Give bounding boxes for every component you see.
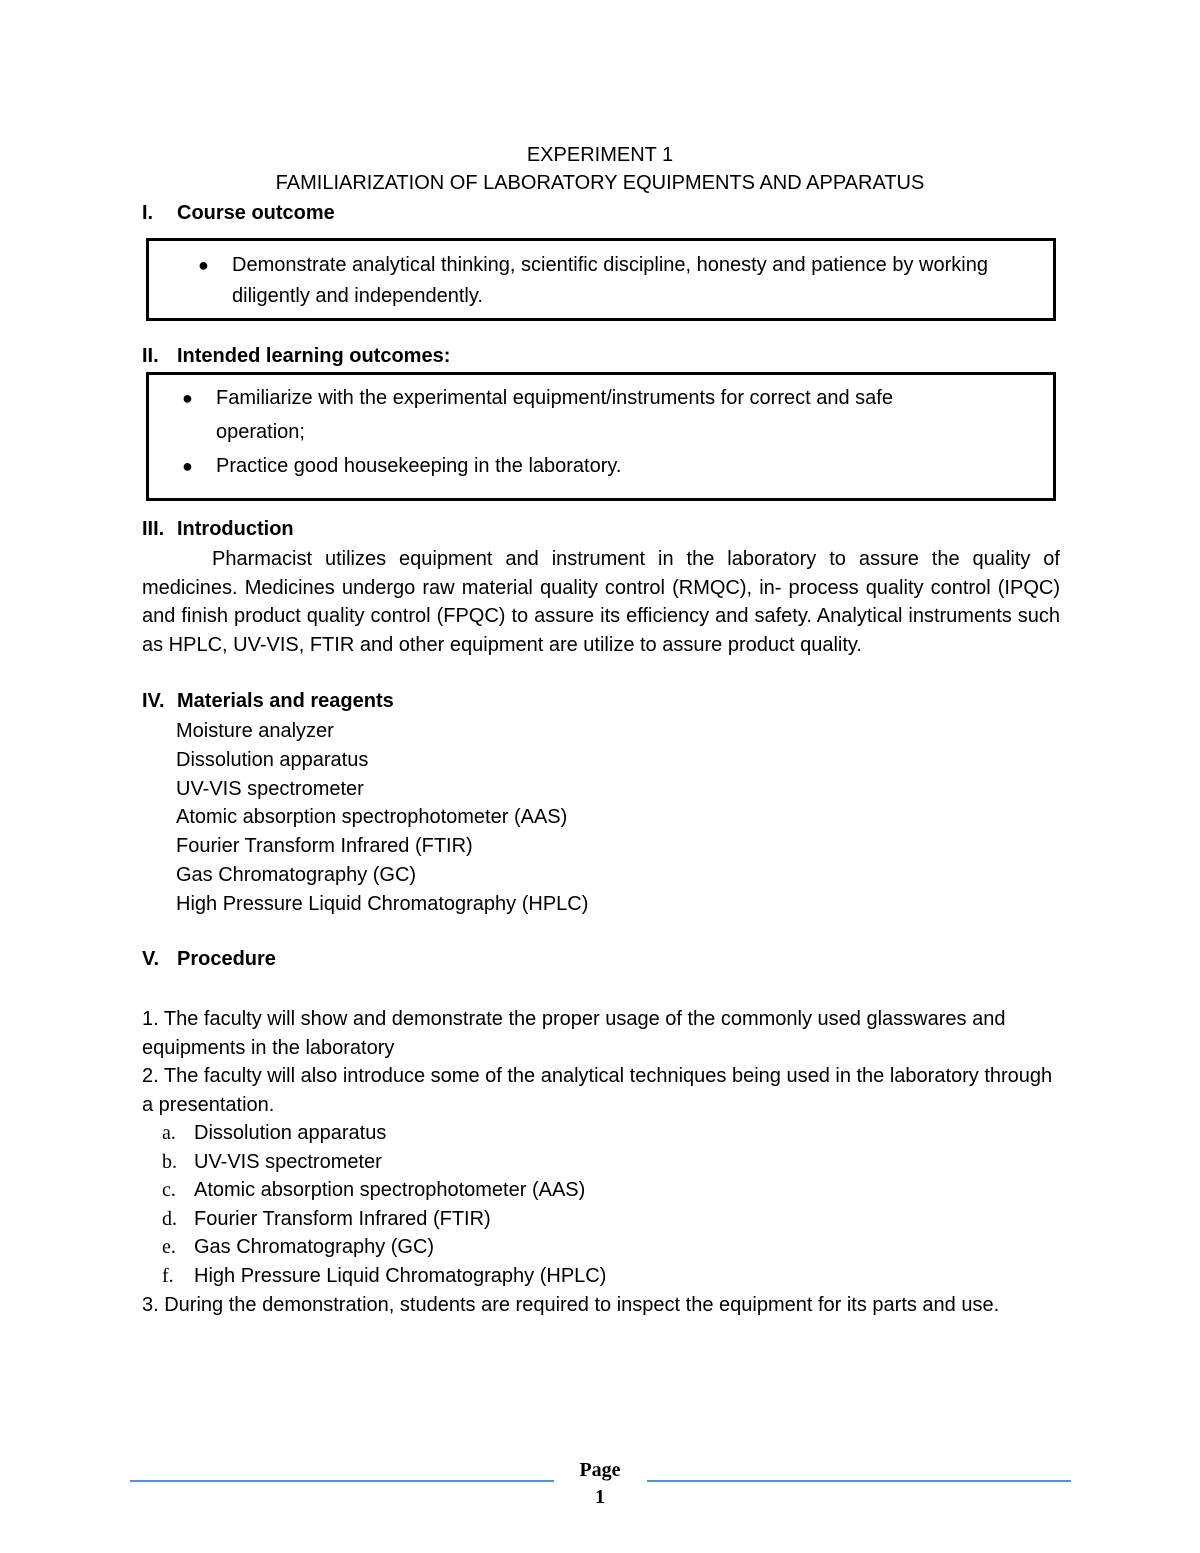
section-number: I. <box>142 202 154 224</box>
sub-list-item <box>162 1148 606 1177</box>
section-title: Introduction <box>177 518 294 540</box>
materials-list <box>176 717 588 919</box>
document-subtitle: FAMILIARIZATION OF LABORATORY EQUIPMENTS AND APPARATUS <box>275 172 925 194</box>
sub-list-letter: c. <box>162 1179 176 1202</box>
bullet-text-line: Practice good housekeeping in the laboratory. <box>216 455 622 477</box>
section-heading-ilo <box>142 345 450 368</box>
bullet-text-line: Demonstrate analytical thinking, scientific discipline, honesty and patience by working <box>232 254 988 276</box>
section-number: IV. <box>142 690 165 712</box>
section-number: V. <box>142 948 160 970</box>
document-title: EXPERIMENT 1 <box>526 144 674 166</box>
footer-page-number: 1 <box>595 1486 605 1508</box>
section-number: III. <box>142 518 165 540</box>
procedure-step-2: 2. The faculty will also introduce some of the analytical techniques being used in the laboratory through a presentation. <box>142 1065 1053 1116</box>
list-item: Fourier Transform Infrared (FTIR) <box>176 835 473 858</box>
sub-list-text: Dissolution apparatus <box>194 1122 387 1144</box>
bullet-icon: ● <box>182 388 193 408</box>
procedure-sub-list <box>162 1119 606 1291</box>
section-heading-materials <box>142 690 394 713</box>
section-heading-course-outcome <box>142 202 335 225</box>
list-item: Dissolution apparatus <box>176 748 369 771</box>
sub-list-letter: e. <box>162 1236 176 1259</box>
bullet-text-line: diligently and independently. <box>232 285 483 307</box>
footer-rule-left <box>130 1480 554 1482</box>
section-title: Materials and reagents <box>177 690 394 712</box>
footer-rule-right <box>647 1480 1071 1482</box>
sub-list-text: UV-VIS spectrometer <box>194 1150 382 1173</box>
bullet-icon: ● <box>182 456 193 476</box>
section-title: Procedure <box>177 948 276 970</box>
list-item: Atomic absorption spectrophotometer (AAS) <box>176 806 568 829</box>
section-title: Intended learning outcomes: <box>177 345 451 367</box>
sub-list-item <box>162 1233 606 1262</box>
procedure-step-1: 1. The faculty will show and demonstrate the proper usage of the commonly used glasswares and equipments in the laboratory <box>142 1008 1006 1059</box>
sub-list-text: Atomic absorption spectrophotometer (AAS) <box>194 1179 586 1202</box>
list-item: Moisture analyzer <box>176 720 334 742</box>
section-heading-procedure <box>142 948 276 971</box>
list-item: Gas Chromatography (GC) <box>176 863 417 886</box>
sub-list-text: Gas Chromatography (GC) <box>194 1236 435 1259</box>
sub-list-item <box>162 1119 606 1148</box>
sub-list-item <box>162 1262 606 1291</box>
section-number: II. <box>142 345 159 367</box>
sub-list-letter: f. <box>162 1264 174 1287</box>
sub-list-item <box>162 1205 606 1234</box>
sub-list-text: High Pressure Liquid Chromatography (HPLC) <box>194 1264 607 1287</box>
sub-list-letter: a. <box>162 1122 176 1144</box>
list-item: UV-VIS spectrometer <box>176 777 364 800</box>
bullet-text-line: operation; <box>216 421 305 443</box>
section-title: Course outcome <box>177 202 335 224</box>
section-heading-introduction <box>142 518 294 541</box>
introduction-paragraph: Pharmacist utilizes equipment and instrument in the laboratory to assure the quality of medicines. Medicines undergo raw material quality control (RMQC), in- process quality control (IPQC) and finish product quality control (FPQC) to assure its efficiency and safety. Analytical instruments such as HPLC, UV-VIS, FTIR and other equipment are utilize to assure product quality. <box>142 548 1060 656</box>
bullet-icon: ● <box>198 255 209 275</box>
footer-page-word: Page <box>579 1459 621 1481</box>
sub-list-item <box>162 1176 606 1205</box>
bullet-text-line: Familiarize with the experimental equipment/instruments for correct and safe <box>216 387 893 409</box>
sub-list-text: Fourier Transform Infrared (FTIR) <box>194 1207 491 1230</box>
sub-list-letter: d. <box>162 1207 177 1230</box>
list-item: High Pressure Liquid Chromatography (HPLC) <box>176 892 589 915</box>
sub-list-letter: b. <box>162 1150 177 1173</box>
procedure-step-3: 3. During the demonstration, students are required to inspect the equipment for its parts and use. <box>142 1294 1000 1316</box>
